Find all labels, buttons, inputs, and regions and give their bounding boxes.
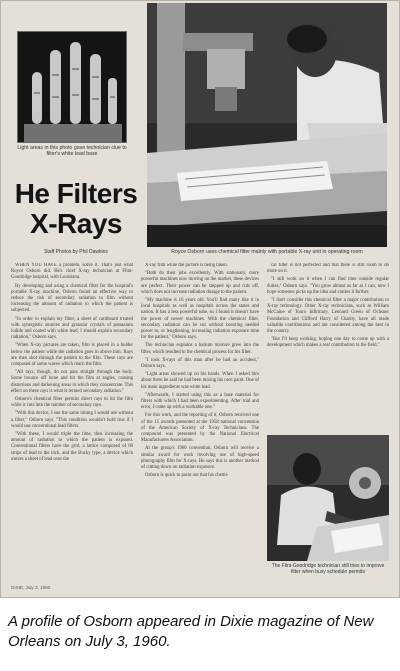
col1-paragraph: "With these, I would triple the time, thus increasing the amount of radiation to which the patient is exposed. Conventional filters have the grid, a lattice composed of 80 strips of lead to the inch, and the Bucky type, a device which moves a sheet of lead over the [11, 432, 133, 462]
col2-paragraph: "I took X-rays of this man after he had an accident," Osborn says. [141, 357, 259, 370]
headline-line-2: X-Rays [30, 208, 122, 239]
technician-photo-caption: Royce Osborn uses chemical filter mainly with portable X-ray unit in operating room [171, 249, 363, 255]
col1-paragraph: By developing and using a chemical filter for the hospital's portable X-ray machine, Osborn found an effective way to reduce the risk of secondary radiation to film without increasing the amount of radiation to which the patient is subjected. [11, 283, 133, 314]
xray-hand-photo [17, 31, 127, 143]
col3-paragraph: cal filter is not perfected and that there is still room to do more on it. [267, 263, 389, 275]
col2-paragraph: The technician explains a barium mixture grew into the filter, which resulted in the chemical process for his filter. [141, 343, 259, 355]
xray-photo-caption: Light areas in this photo gave technician clue to filter's white lead base [17, 145, 127, 158]
col1-paragraph: "With this device, I use the same timing I would use without a filter," Osborn says. "This condition wouldn't hold true if I would use conventional lead filters. [11, 411, 133, 429]
col3-paragraph: "But I'll keep working, hoping one day to come up with a development which makes a real contribution to the field." [267, 337, 389, 349]
col1-paragraph: WHEN YOU HAVE a problem, solve it. That's just what Royce Osborn did. He's chief X-ray technician at Flint-Goodridge hospital, with Louisiana. [11, 263, 133, 281]
article-column-1 [11, 263, 133, 581]
col2-paragraph: X-ray film while the picture is being taken. [145, 263, 228, 268]
col2-paragraph: For this work, and the reporting of it, Osborn received one of the 15 awards presented at the 1958 national convention of the American Society of X-ray Technicians. The compound was presented by the National Electrical Manufacturers Association. [141, 413, 259, 444]
col3-paragraph: "I don't consider this chemical filter a major contribution to X-ray technology. Other X-ray technicians, such as William McCaine of Touro Infirmary, Leonard Green of Ochsner Foundation and Clifford Harry of Charity, have all made valuable contributions and are considered among the best in the country. [267, 298, 389, 335]
col1-paragraph: "When X-ray pictures are taken, film is placed in a holder below the patient while the radiation goes in above him. Rays are then shot through the patient to the film. These rays are composed of some waves which reach the film. [11, 343, 133, 368]
col2-paragraph: "Light areas showed up on his hands. When I asked him about them he said he had been mixing his own paint. One of his main ingredients was white lead. [141, 372, 259, 390]
headline-line-1: He Filters [14, 178, 138, 209]
photo-byline: Staff Photos by Phil Dawkins [44, 249, 108, 255]
col1-paragraph: "All rays, though, do not pass straight through the body. Some bounce off bone and hit the film at angles, causing distortions and darkening areas in which they concentrate. This effect on these rays is what is termed secondary radiation." [11, 370, 133, 394]
article-column-2 [141, 263, 259, 581]
col2-paragraph: "Afterwards, I started using this as a base material for filters with which I had been experimenting. After trial and error, I came up with a workable one." [141, 392, 259, 411]
col1-paragraph: Osborn's chemical filter permits direct rays to hit the film while it cuts into the number of secondary rays. [11, 397, 133, 409]
issue-date-note: DIXIE, July 3, 1960 [11, 585, 51, 590]
technician-desk-photo [267, 435, 389, 561]
col2-paragraph: "My machine is 16 years old. You'll find many like it in local hospitals as well as hospitals across the states and nation. It has a less powerful tube, so I found it doesn't have the power of newer machines. With the chemical filter, secondary radiation can be cut without boosting needed power to, or lengthening, increasing radiation exposure time for the patient," Osborn says. [141, 298, 259, 341]
article-headline [11, 179, 141, 239]
image-caption: A profile of Osborn appeared in Dixie magazine of New Orleans on July 3, 1960. [8, 613, 374, 650]
col2-paragraph: Osborn is quick to point out that his chemi- [145, 473, 229, 479]
col3-paragraph: "I still work on it when I can find time outside regular duties," Osborn says. "You grow almost as far as I can, now I hope someone picks up the idea and carries it further. [267, 277, 389, 295]
desk-photo-caption: The Flint-Goodridge technician still tries to improve filter when busy schedule permits [271, 563, 385, 575]
col1-paragraph: "In order to explain my filter, a sheet of cardboard treated with synergistic sources and granular crystals of potassium iodide and coated with white lead, I should explain secondary radiation," Osborn says. [11, 316, 133, 341]
col2-paragraph: At the group's 1960 convention, Osborn will receive a similar award for work involving use of high-speed photography film for X-rays. He says this is another method of cutting down on radiation exposure. [141, 446, 259, 471]
col2-paragraph: "Both do their jobs excellently. With stationary, more powerful machines now moving on the market, these devices are perfect. Their power can be stepped up and cuts off, which does not increase radiation dosage to the patient. [141, 271, 259, 295]
technician-photo [147, 3, 387, 247]
article-column-3 [267, 263, 389, 431]
